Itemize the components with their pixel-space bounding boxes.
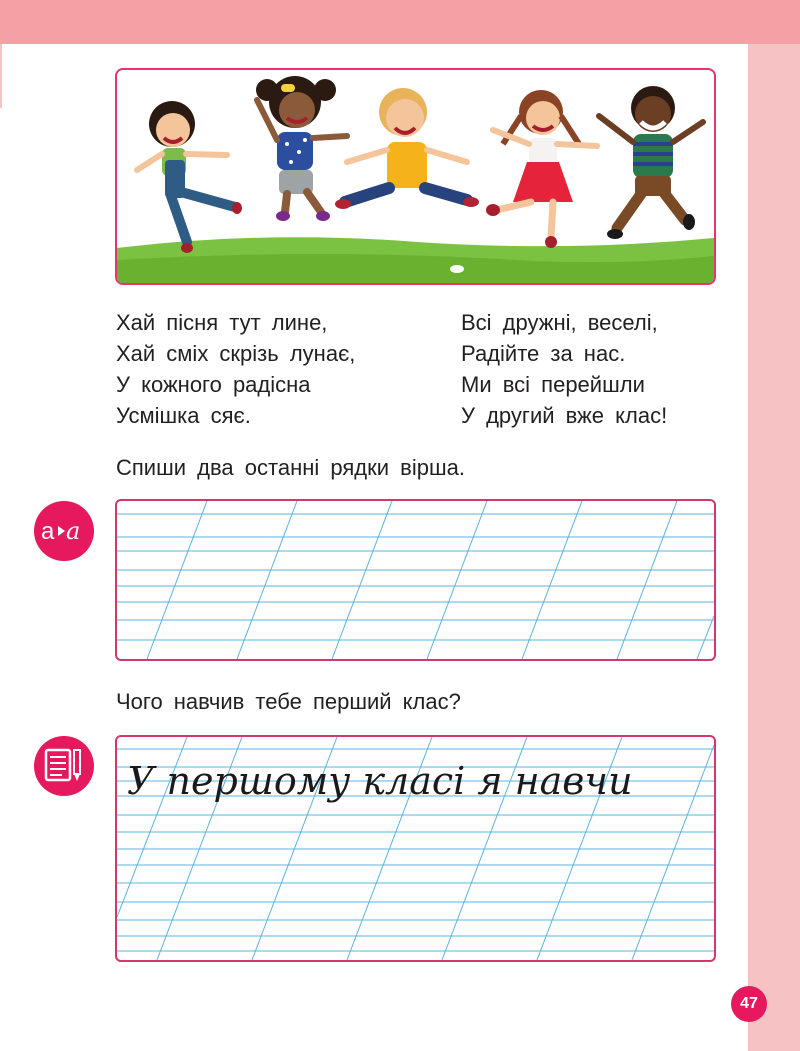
kid-red-dress xyxy=(486,90,597,248)
poem-line: У другий вже клас! xyxy=(461,403,668,428)
handwritten-answer: У першому класі я навчи xyxy=(127,759,633,803)
ruled-lines xyxy=(117,501,714,659)
left-edge-mark xyxy=(0,44,2,108)
ruled-lines xyxy=(117,737,714,960)
poem-left-stanza xyxy=(116,307,355,431)
task-copy-lines-instruction: Спиши два останні рядки вірша. xyxy=(116,455,465,480)
page-number-badge: 47 xyxy=(731,986,767,1022)
poem-line: Усмішка сяє. xyxy=(116,403,251,428)
task-first-grade-question: Чого навчив тебе перший клас? xyxy=(116,689,461,714)
svg-text:a: a xyxy=(66,517,81,545)
kid-yellow-shirt xyxy=(335,88,479,209)
writing-notebook-icon xyxy=(34,736,94,796)
poem-line: У кожного радісна xyxy=(116,372,311,397)
poem-right-stanza xyxy=(461,307,667,431)
svg-text:a: a xyxy=(41,518,55,545)
letter-to-cursive-icon xyxy=(34,501,94,561)
poem-line: Хай пісня тут лине, xyxy=(116,310,328,335)
poem-line: Хай сміх скрізь лунає, xyxy=(116,341,356,366)
side-color-band xyxy=(748,44,800,1051)
answer-writing-area[interactable] xyxy=(115,735,716,962)
kids-jumping-illustration xyxy=(115,68,716,285)
kid-striped-shirt xyxy=(599,86,703,239)
top-color-band xyxy=(0,0,800,44)
poem-line: Ми всі перейшли xyxy=(461,372,645,397)
kid-green-shirt xyxy=(137,101,242,253)
kid-polka-dot-shirt xyxy=(256,76,347,221)
poem-line: Радійте за нас. xyxy=(461,341,626,366)
poem-line: Всі дружні, веселі, xyxy=(461,310,658,335)
copy-writing-area[interactable] xyxy=(115,499,716,661)
